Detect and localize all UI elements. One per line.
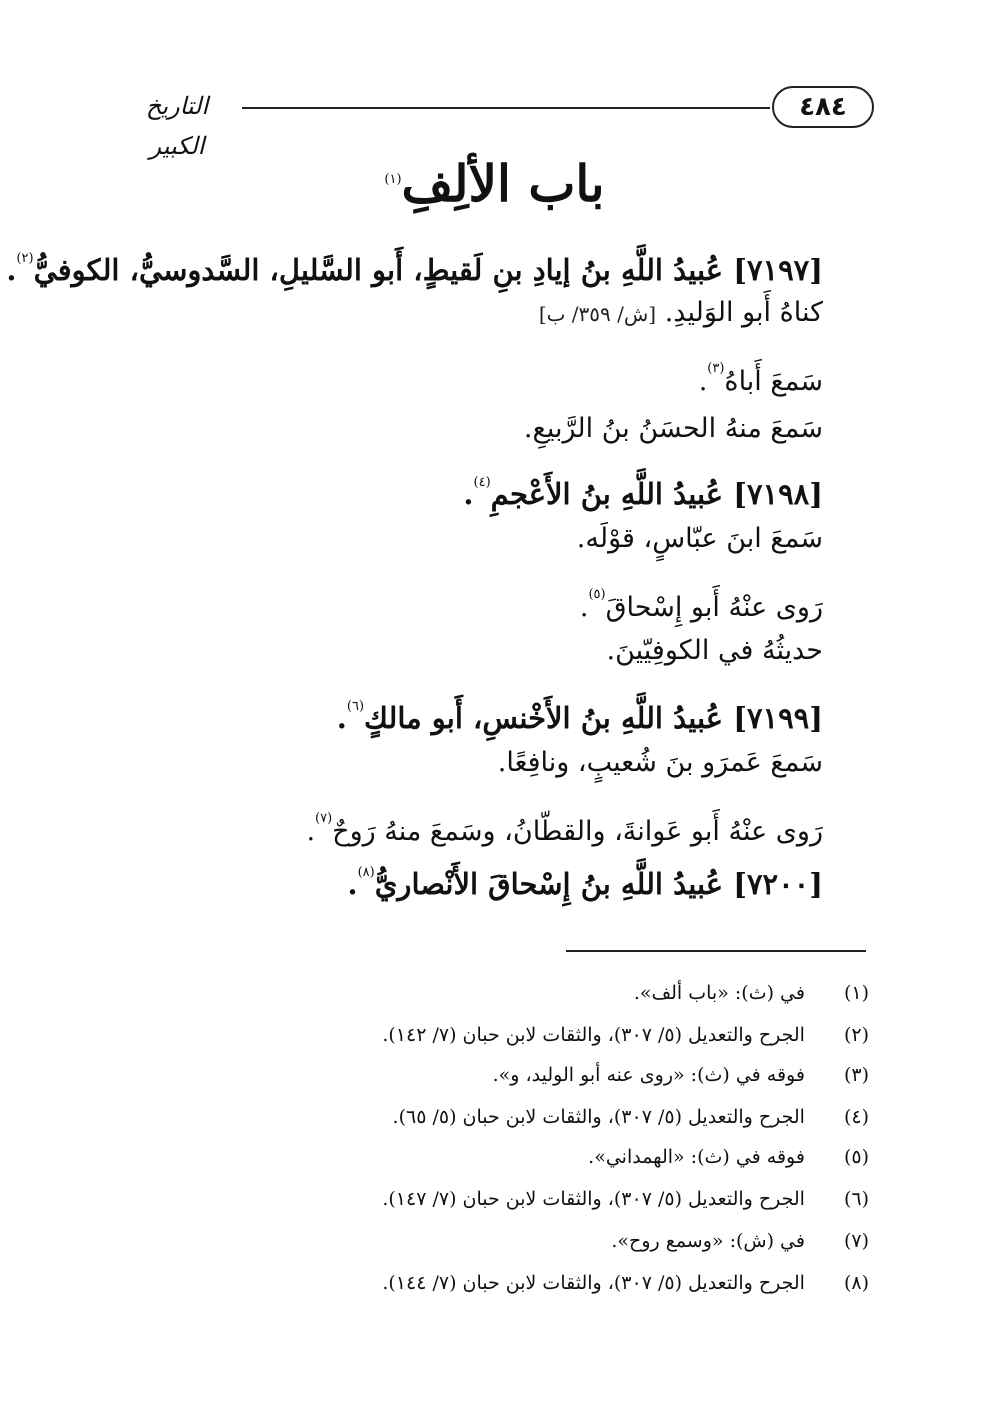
entry-text: عُبيدُ اللَّهِ بنُ إِسْحاقَ الأَنْصاريُّ: [374, 867, 724, 901]
footnote: [109, 1180, 869, 1218]
footnote-text: الجرح والتعديل (٥/ ٣٠٧)، والثقات لابن حبان (٥/ ٦٥).: [392, 1106, 805, 1128]
text-line: [123, 404, 823, 454]
footnote: [109, 974, 869, 1012]
footnote-ref: (٢): [16, 251, 34, 266]
book-title: التاريخ الكبير: [145, 92, 209, 160]
text-line: [123, 738, 823, 788]
footnote-text: فوقه في (ث): «روى عنه أبو الوليد، و».: [492, 1064, 805, 1086]
footnote-text: الجرح والتعديل (٥/ ٣٠٧)، والثقات لابن حبان (٧/ ١٤٢).: [382, 1024, 805, 1046]
line-text: رَوى عنْهُ أَبو عَوانةَ، والقطّانُ، وسَمعَ منهُ رَوحٌ: [332, 816, 823, 847]
entry-line: [123, 458, 823, 511]
line-tail: .: [579, 592, 589, 623]
line-tail: .: [306, 816, 316, 847]
page-number: ٤٨٤: [772, 86, 874, 128]
chapter-title-text: باب الألِفِ: [401, 154, 605, 213]
footnote-separator: [566, 950, 866, 952]
footnote-ref: (٨): [357, 865, 375, 880]
footnote-text: فوقه في (ث): «الهمداني».: [588, 1146, 805, 1168]
footnote-mark: (٤): [843, 1106, 869, 1128]
footnote-mark: (٦): [843, 1188, 869, 1210]
footnote: [109, 1098, 869, 1136]
footnote-mark: (٥): [843, 1146, 869, 1168]
entry-text: عُبيدُ اللَّهِ بنُ إيادِ بنِ لَقيطٍ، أَبو السَّليلِ، السَّدوسيُّ، الكوفيُّ: [33, 253, 724, 287]
footnote-ref: (٧): [315, 811, 333, 826]
text-line: [123, 344, 823, 397]
footnote-mark: (١): [843, 982, 869, 1004]
footnote-mark: (٧): [843, 1230, 869, 1252]
line-text: سَمعَ عَمرَو بنَ شُعيبٍ، ونافِعًا.: [497, 747, 823, 778]
footnote-mark: (٢): [843, 1024, 869, 1046]
entry-number: [٧٢٠٠]: [733, 867, 823, 901]
footnote-ref: (٤): [473, 475, 491, 490]
footnote: [109, 1264, 869, 1302]
text-line: [123, 794, 823, 847]
entry-text: عُبيدُ اللَّهِ بنُ الأَعْجمِ: [490, 477, 724, 511]
line-text: سَمعَ ابنَ عبّاسٍ، قوْلَه.: [576, 523, 823, 554]
footnote: [109, 1138, 869, 1176]
line-tail: .: [6, 253, 17, 287]
line-text: سَمعَ منهُ الحسَنُ بنُ الرَّبيعِ.: [523, 413, 823, 444]
footnote-text: في (ش): «وسمع روح».: [611, 1230, 805, 1252]
footnote: [109, 1222, 869, 1260]
manuscript-ref: [ش/ ٣٥٩/ ب]: [538, 302, 657, 326]
footnote-text: في (ث): «باب ألف».: [633, 982, 805, 1004]
text-line: [123, 626, 823, 676]
line-text: رَوى عنْهُ أَبو إِسْحاقَ: [605, 592, 823, 623]
footnote-ref: (١): [384, 172, 402, 187]
footnote: [109, 1016, 869, 1054]
line-text: كناهُ أَبو الوَليدِ.: [664, 297, 823, 328]
footnote-mark: (٨): [843, 1272, 869, 1294]
entry-number: [٧١٩٧]: [733, 253, 823, 287]
footnote-text: الجرح والتعديل (٥/ ٣٠٧)، والثقات لابن حبان (٧/ ١٤٤).: [382, 1272, 805, 1294]
footnote-mark: (٣): [843, 1064, 869, 1086]
text-line: [123, 570, 823, 623]
line-tail: .: [347, 867, 358, 901]
chapter-title: [0, 148, 989, 216]
entry-number: [٧١٩٩]: [733, 701, 823, 735]
line-text: سَمعَ أَباهُ: [724, 366, 823, 397]
line-text: حديثُهُ في الكوفِيّينَ.: [606, 635, 823, 666]
text-line: [123, 288, 823, 338]
footnote-ref: (٣): [707, 361, 725, 376]
header-rule: [242, 107, 770, 109]
footnote: [109, 1056, 869, 1094]
footnote-ref: (٥): [588, 587, 606, 602]
page-header: [118, 82, 874, 160]
entry-line: [123, 682, 823, 735]
line-tail: .: [698, 366, 708, 397]
line-tail: .: [463, 477, 474, 511]
entry-line: [123, 848, 823, 901]
entry-number: [٧١٩٨]: [733, 477, 823, 511]
entry-line: [6, 234, 823, 287]
line-tail: .: [336, 701, 347, 735]
entry-text: عُبيدُ اللَّهِ بنُ الأَخْنسِ، أَبو مالكٍ: [364, 701, 724, 735]
footnote-ref: (٦): [346, 699, 365, 714]
footnote-text: الجرح والتعديل (٥/ ٣٠٧)، والثقات لابن حبان (٧/ ١٤٧).: [382, 1188, 805, 1210]
text-line: [123, 514, 823, 564]
